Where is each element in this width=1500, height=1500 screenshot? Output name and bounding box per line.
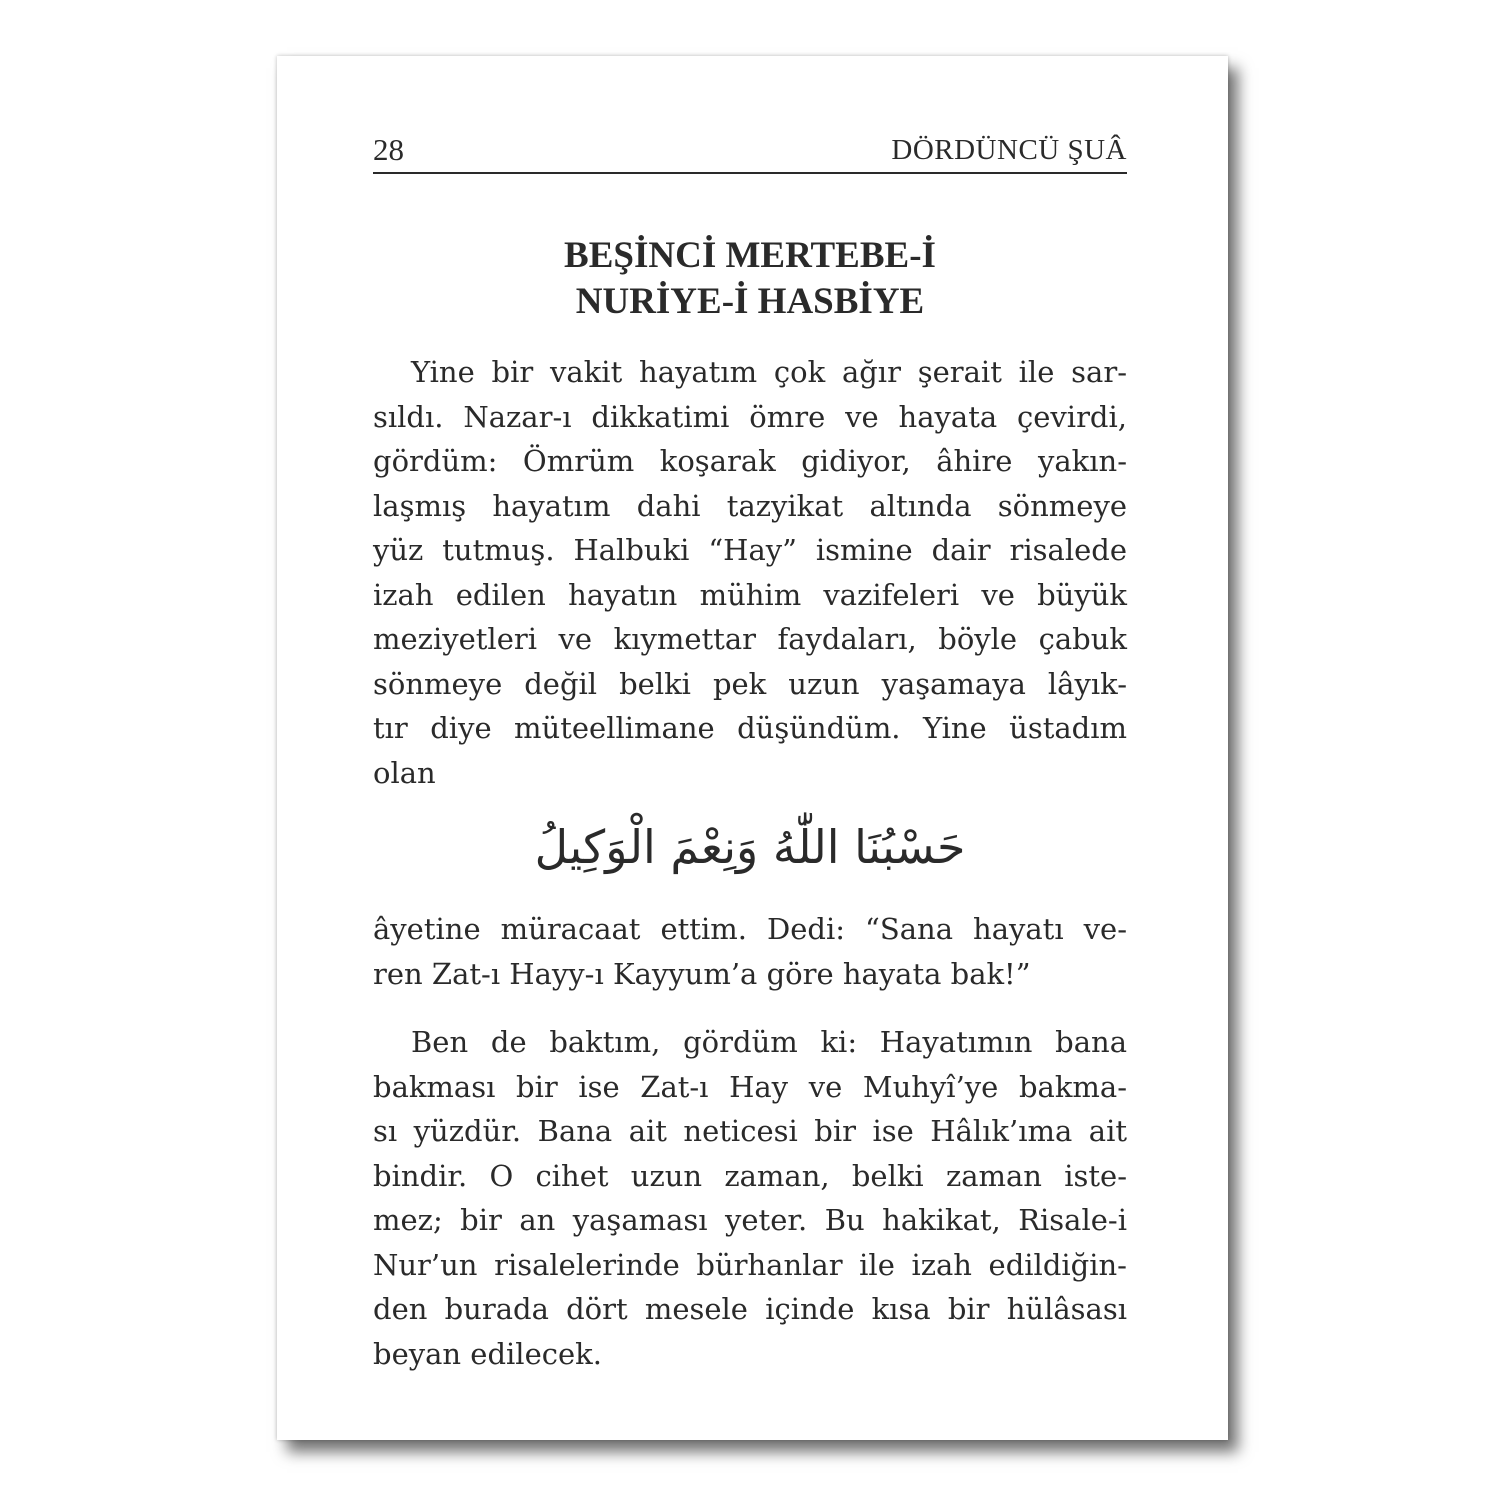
- text-line: sönmeye değil belki pek uzun yaşamaya lâyık-: [373, 666, 1127, 701]
- chapter-title: [373, 233, 1127, 325]
- chapter-title-line-2: NURİYE-İ HASBİYE: [575, 281, 925, 322]
- text-line: yüz tutmuş. Halbuki “Hay” ismine dair risalede: [373, 533, 1127, 567]
- running-title: DÖRDÜNCÜ ŞUÂ: [891, 134, 1127, 166]
- text-line: bakması bir ise Zat-ı Hay ve Muhyî’ye bakma-: [373, 1069, 1127, 1104]
- book-page: [277, 56, 1228, 1440]
- chapter-title-line-1: BEŞİNCİ MERTEBE-İ: [564, 235, 936, 276]
- text-line: meziyetleri ve kıymettar faydaları, böyle çabuk: [373, 622, 1127, 656]
- paragraph-2: [373, 907, 1127, 996]
- text-line: sıldı. Nazar-ı dikkatimi ömre ve hayata çevirdi,: [373, 399, 1127, 434]
- arabic-verse: حَسْبُنَا اللّٰهُ وَنِعْمَ الْوَكِيلُ: [534, 820, 966, 874]
- paragraph-3: [373, 1020, 1127, 1376]
- text-line: Yine bir vakit hayatım çok ağır şerait ile sar-: [411, 355, 1127, 389]
- page-header: [373, 128, 1127, 174]
- text-line: sı yüzdür. Bana ait neticesi bir ise Hâlık’ıma ait: [373, 1114, 1127, 1148]
- text-line: beyan edilecek.: [373, 1336, 602, 1371]
- text-line: âyetine müracaat ettim. Dedi: “Sana hayatı ve-: [373, 912, 1127, 946]
- text-line: Nur’un risalelerinde bürhanlar ile izah edildiğin-: [373, 1247, 1127, 1282]
- text-line: tır diye müteellimane düşündüm. Yine üstadım: [373, 711, 1127, 745]
- text-line: gördüm: Ömrüm koşarak gidiyor, âhire yakın-: [373, 444, 1127, 478]
- text-line: Ben de baktım, gördüm ki: Hayatımın bana: [411, 1025, 1127, 1059]
- text-line: bindir. O cihet uzun zaman, belki zaman iste-: [373, 1158, 1127, 1193]
- text-line: izah edilen hayatın mühim vazifeleri ve büyük: [373, 577, 1127, 612]
- page-number: 28: [373, 132, 404, 167]
- text-line: ren Zat-ı Hayy-ı Kayyum’a göre hayata bak!”: [373, 956, 1031, 991]
- text-line: mez; bir an yaşaması yeter. Bu hakikat, Risale-i: [373, 1203, 1127, 1237]
- paragraph-1: [373, 350, 1127, 795]
- text-line: laşmış hayatım dahi tazyikat altında sönmeye: [373, 488, 1127, 523]
- text-line: den burada dört mesele içinde kısa bir hülâsası: [373, 1292, 1127, 1326]
- text-line: olan: [373, 755, 436, 790]
